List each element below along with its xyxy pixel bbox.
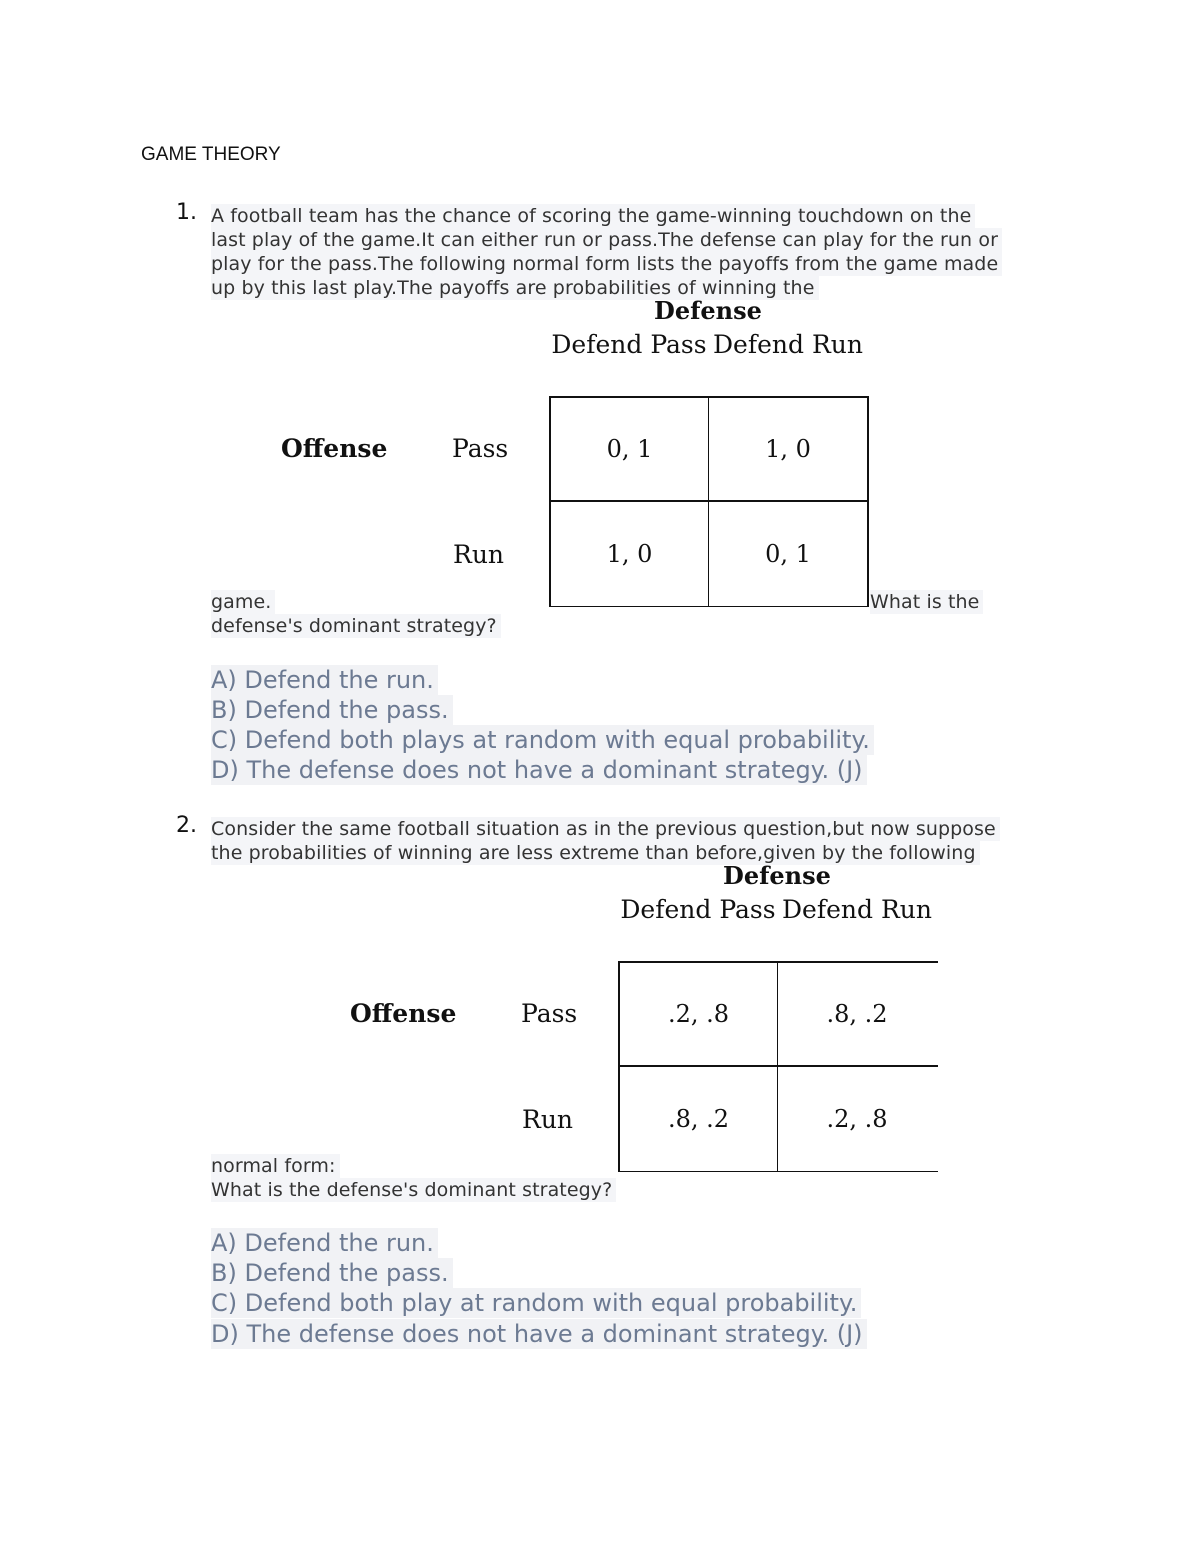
q1-cell-run-defendrun: 0, 1 [765, 540, 811, 568]
q2-defense-label: Defense [723, 861, 831, 890]
question-1-prompt: defense's dominant strategy? [211, 614, 501, 638]
q1-grid-right [867, 396, 869, 607]
question-2-line-1: Consider the same football situation as in the previous question,but now suppose [211, 817, 1000, 841]
question-2-prompt: What is the defense's dominant strategy? [211, 1178, 616, 1202]
question-1-line-2: last play of the game.It can either run or pass.The defense can play for the run or [211, 228, 1002, 252]
question-1-line-3: play for the pass.The following normal form lists the payoffs from the game made [211, 252, 1002, 276]
q2-cell-pass-defendpass: .2, .8 [667, 1000, 730, 1028]
q2-cell-run-defendpass: .8, .2 [667, 1105, 730, 1133]
q2-option-c: C) Defend both play at random with equal probability. [211, 1288, 861, 1318]
q2-row-run: Run [522, 1105, 574, 1134]
q1-col-defend-run: Defend Run [713, 330, 863, 359]
q2-option-a: A) Defend the run. [211, 1228, 438, 1258]
q1-grid-bottom [549, 606, 869, 607]
q1-cell-pass-defendpass: 0, 1 [606, 435, 653, 463]
q1-defense-label: Defense [654, 296, 762, 325]
question-1-number: 1. [176, 200, 197, 225]
question-2-continuation: normal form: [211, 1154, 340, 1178]
q1-col-defend-pass: Defend Pass [551, 330, 707, 359]
document-title: GAME THEORY [141, 144, 281, 165]
q2-grid-bottom [618, 1171, 938, 1172]
q2-option-d: D) The defense does not have a dominant strategy. (J) [211, 1319, 867, 1349]
q2-col-defend-pass: Defend Pass [620, 895, 776, 924]
q2-cell-pass-defendrun: .8, .2 [826, 1000, 888, 1028]
q1-option-b: B) Defend the pass. [211, 695, 453, 725]
q1-option-a: A) Defend the run. [211, 665, 438, 695]
q1-option-c: C) Defend both plays at random with equal probability. [211, 725, 874, 755]
q1-cell-pass-defendrun: 1, 0 [765, 435, 811, 463]
q2-row-pass: Pass [521, 999, 578, 1028]
question-1-line-4: up by this last play.The payoffs are probabilities of winning the [211, 276, 819, 300]
q1-row-pass: Pass [452, 434, 509, 463]
question-1-line-1: A football team has the chance of scoring the game-winning touchdown on the [211, 204, 975, 228]
question-2-number: 2. [176, 813, 197, 838]
q2-offense-label: Offense [350, 999, 457, 1028]
q2-option-b: B) Defend the pass. [211, 1258, 453, 1288]
question-2-line-2: the probabilities of winning are less extreme than before,given by the following [211, 841, 980, 865]
q1-offense-label: Offense [281, 434, 388, 463]
question-1-continuation-right: What is the [870, 590, 983, 614]
q1-cell-run-defendpass: 1, 0 [606, 540, 653, 568]
q1-option-d: D) The defense does not have a dominant strategy. (J) [211, 755, 867, 785]
q2-cell-run-defendrun: .2, .8 [826, 1105, 888, 1133]
q2-col-defend-run: Defend Run [782, 895, 932, 924]
question-1-continuation-left: game. [211, 590, 275, 614]
q1-row-run: Run [453, 540, 505, 569]
